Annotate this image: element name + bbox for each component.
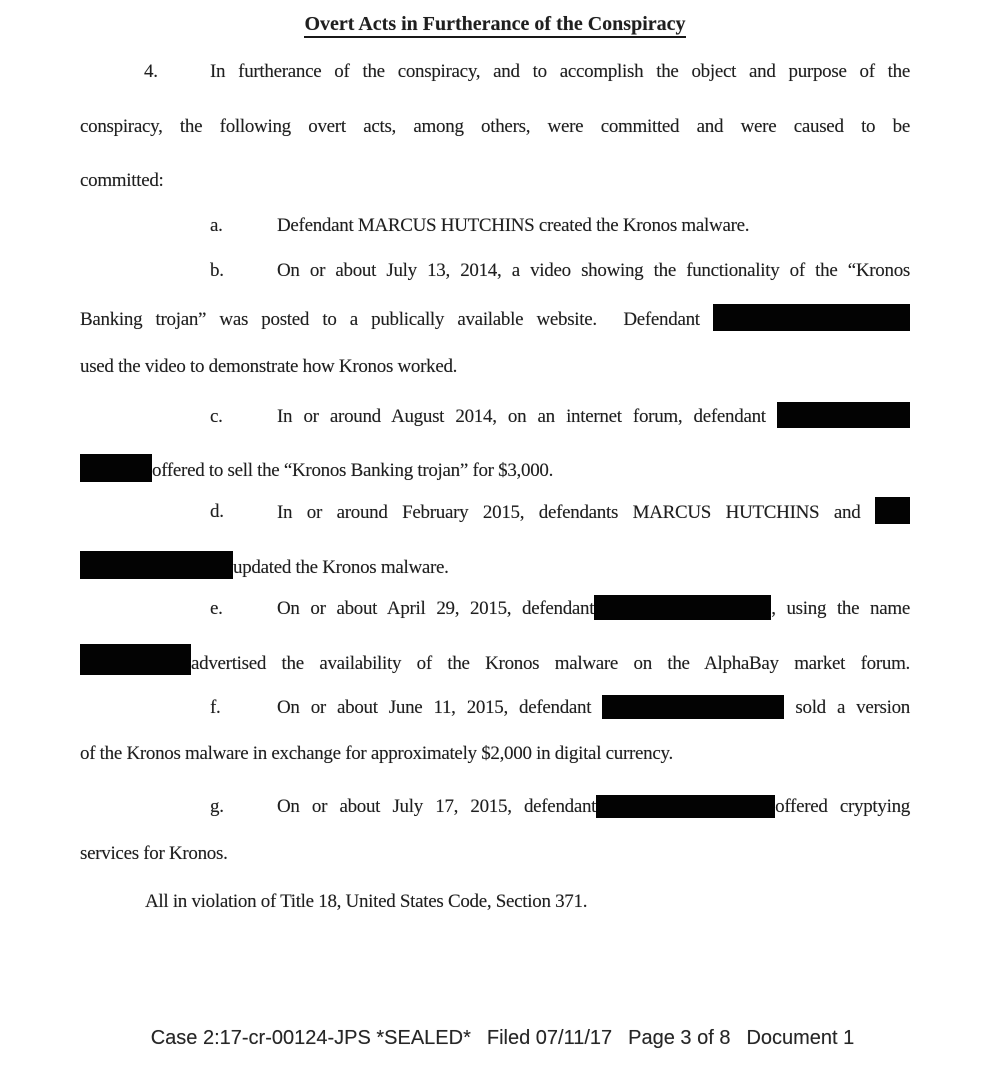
text-run: , using the name: [771, 598, 910, 619]
text-run: Defendant MARCUS HUTCHINS created the Kronos malware.: [277, 215, 750, 236]
item-b-line1-content: [277, 256, 910, 286]
footer-page-info: Page 3 of 8: [628, 1027, 731, 1049]
item-g-line1-content: [277, 792, 910, 822]
text-run: used the video to demonstrate how Kronos worked.: [80, 356, 458, 377]
redaction-bar: [80, 644, 191, 675]
item-b-line2: [80, 304, 910, 335]
item-e-line1-label: e.: [210, 598, 223, 619]
item-d-line2: [80, 551, 910, 583]
para4-line3: [80, 166, 910, 196]
redaction-bar: [594, 595, 771, 620]
text-run: Banking trojan” was posted to a publically available website. Defendant: [80, 309, 713, 330]
text-run: committed:: [80, 170, 164, 191]
item-a-line1-content: [277, 211, 910, 241]
para4-line1-content: [210, 57, 910, 87]
text-run: In or around February 2015, defendants MARCUS HUTCHINS and: [277, 502, 875, 523]
item-d-line2-content: [80, 551, 910, 583]
footer-document-number: Document 1: [746, 1027, 855, 1049]
text-run: updated the Kronos malware.: [233, 557, 449, 578]
item-c-line1-label: c.: [210, 406, 223, 427]
item-e-line2: [80, 644, 910, 679]
violation-line: [80, 887, 910, 917]
item-c-line2-content: [80, 454, 910, 486]
item-g-line1: [80, 792, 910, 822]
para4-line2-content: [80, 112, 910, 142]
item-d-line1-label: d.: [210, 501, 224, 522]
item-d-line1-content: [277, 497, 910, 528]
item-b-line3-content: [80, 352, 910, 382]
item-c-line2: [80, 454, 910, 486]
document-body: [80, 0, 910, 1080]
item-b-line3: [80, 352, 910, 382]
item-c-line1: [80, 402, 910, 432]
title-line-content: [80, 9, 910, 39]
text-run: advertised the availability of the Kronos malware on the AlphaBay market forum.: [191, 653, 910, 674]
para4-line3-content: [80, 166, 910, 196]
text-run: On or about April 29, 2015, defendant: [277, 598, 595, 619]
text-run: sold a version: [784, 697, 910, 718]
redaction-bar: [596, 795, 775, 818]
item-f-line2-content: [80, 739, 910, 769]
redaction-bar: [80, 551, 233, 579]
redaction-bar: [777, 402, 910, 428]
item-e-line1: [80, 594, 910, 624]
text-run: In or around August 2014, on an internet forum, defendant: [277, 406, 777, 427]
text-run: On or about July 17, 2015, defendant: [277, 796, 597, 817]
text-run: of the Kronos malware in exchange for approximately $2,000 in digital currency.: [80, 743, 673, 764]
redaction-bar: [713, 304, 910, 331]
text-run: All in violation of Title 18, United States Code, Section 371.: [145, 891, 588, 912]
item-f-line1-content: [277, 693, 910, 723]
footer-stamp: [0, 1027, 1005, 1050]
item-c-line1-content: [277, 402, 910, 432]
para4-line2: [80, 112, 910, 142]
text-run: Overt Acts in Furtherance of the Conspiracy: [304, 13, 685, 38]
item-g-line1-label: g.: [210, 796, 224, 817]
item-f-line1: [80, 693, 910, 723]
footer-case-number: Case 2:17-cr-00124-JPS *SEALED*: [150, 1027, 471, 1049]
item-a-line1-label: a.: [210, 215, 223, 236]
text-run: On or about July 13, 2014, a video showing the functionality of the “Kronos: [277, 260, 910, 281]
violation-line-content: [145, 887, 910, 917]
item-f-line2: [80, 739, 910, 769]
item-b-line1: [80, 256, 910, 286]
item-d-line1: [80, 497, 910, 528]
item-e-line1-content: [277, 594, 910, 624]
item-b-line2-content: [80, 304, 910, 335]
item-g-line2: [80, 839, 910, 869]
text-run: In furtherance of the conspiracy, and to accomplish the object and purpose of the: [210, 61, 910, 82]
item-f-line1-label: f.: [210, 697, 221, 718]
redaction-bar: [602, 695, 784, 719]
redaction-bar: [875, 497, 910, 524]
para4-line1-label: 4.: [144, 61, 158, 82]
para4-line1: [80, 57, 910, 87]
text-run: On or about June 11, 2015, defendant: [277, 697, 603, 718]
item-a-line1: [80, 211, 910, 241]
title-line: [80, 9, 910, 39]
text-run: offered to sell the “Kronos Banking trojan” for $3,000.: [152, 460, 554, 481]
item-b-line1-label: b.: [210, 260, 224, 281]
item-e-line2-content: [80, 644, 910, 679]
item-g-line2-content: [80, 839, 910, 869]
text-run: services for Kronos.: [80, 843, 228, 864]
footer-filed-date: Filed 07/11/17: [486, 1027, 613, 1049]
text-run: conspiracy, the following overt acts, among others, were committed and were caused to be: [80, 116, 910, 137]
redaction-bar: [80, 454, 152, 482]
text-run: offered cryptying: [775, 796, 910, 817]
